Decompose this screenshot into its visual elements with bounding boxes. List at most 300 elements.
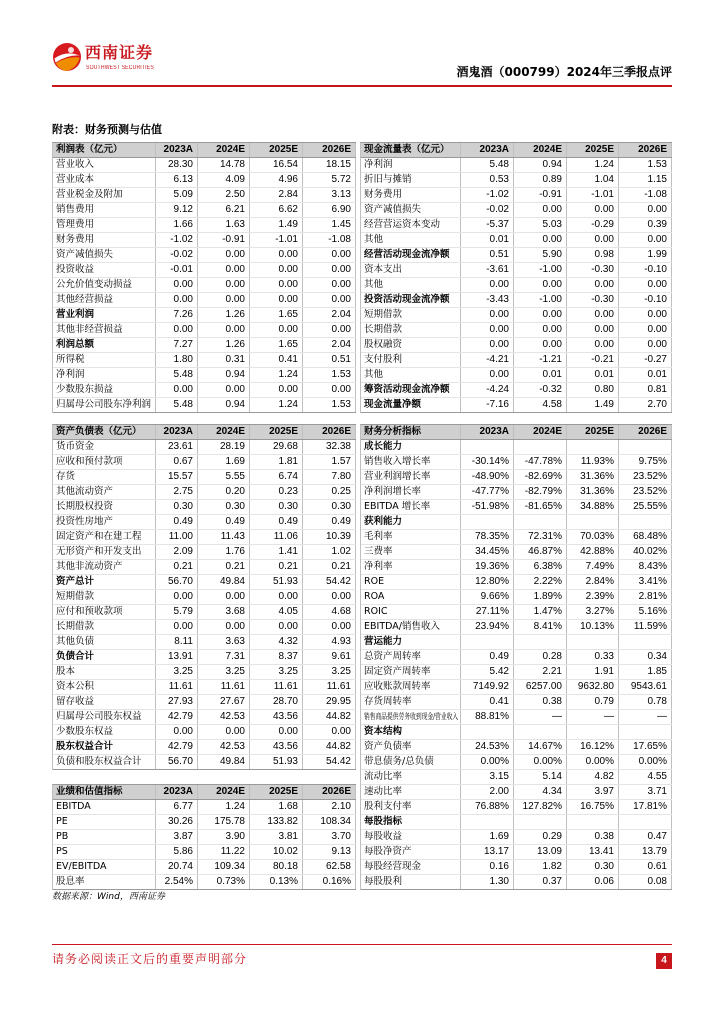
row-value: 11.61 [198, 680, 250, 694]
row-value: 0.00 [303, 278, 356, 292]
row-value: 0.00 [303, 323, 356, 337]
year-column-header: 2023A [461, 143, 514, 157]
row-value: 11.59% [619, 620, 672, 634]
row-value: 3.63 [198, 635, 250, 649]
row-value: 9632.80 [567, 680, 619, 694]
row-value: 3.68 [198, 605, 250, 619]
row-label [53, 158, 156, 172]
row-value: 1.53 [303, 398, 356, 412]
row-value: 0.00 [303, 248, 356, 262]
row-value: 0.00 [250, 293, 303, 307]
row-label-text: 股东权益合计 [56, 741, 114, 752]
row-label-text: 固定资产周转率 [364, 666, 431, 677]
row-value: 11.22 [198, 845, 250, 859]
row-value [567, 635, 619, 649]
financial-ratios-table [360, 424, 672, 890]
row-label [53, 218, 156, 232]
table-row [53, 485, 356, 500]
row-label [361, 755, 461, 769]
table-row [361, 308, 672, 323]
row-value: 1.41 [250, 545, 303, 559]
row-value: 0.00 [567, 203, 619, 217]
row-label-text: 负债合计 [56, 651, 95, 662]
row-value: -1.02 [156, 233, 198, 247]
table-row [53, 293, 356, 308]
table-row [53, 605, 356, 620]
row-label-text: 支付股利 [364, 354, 403, 365]
row-label [53, 455, 156, 469]
row-value: 5.03 [514, 218, 567, 232]
row-value: 0.00 [514, 323, 567, 337]
row-label-text: 三费率 [364, 546, 393, 557]
table-row [53, 470, 356, 485]
row-value: 0.00 [514, 338, 567, 352]
row-label [361, 308, 461, 322]
row-value: 68.48% [619, 530, 672, 544]
year-column-header: 2024E [514, 143, 567, 157]
row-value: 0.80 [567, 383, 619, 397]
row-value [514, 635, 567, 649]
table-title: 资产负债表（亿元） [53, 425, 156, 439]
row-value: -1.00 [514, 293, 567, 307]
row-value: 1.26 [198, 308, 250, 322]
row-label [53, 560, 156, 574]
row-value: 0.49 [250, 515, 303, 529]
table-row [361, 338, 672, 353]
row-label-text: 销售商品提供劳务收到现金/营业收入 [364, 712, 459, 721]
row-label-text: 销售收入增长率 [364, 456, 431, 467]
row-label-text: 资本结构 [364, 726, 403, 737]
table-row [53, 695, 356, 710]
row-label [53, 635, 156, 649]
row-label-text: 每股经营现金 [364, 861, 422, 872]
row-value: 2.04 [303, 338, 356, 352]
row-value: 0.00 [250, 323, 303, 337]
row-value: -3.43 [461, 293, 514, 307]
row-value: 42.53 [198, 710, 250, 724]
table-row [53, 248, 356, 263]
row-value: 11.43 [198, 530, 250, 544]
table-header-row [53, 425, 356, 440]
row-label [361, 203, 461, 217]
row-value: -82.69% [514, 470, 567, 484]
row-label [53, 515, 156, 529]
section-heading-row [361, 440, 672, 455]
row-value [619, 440, 672, 454]
row-label-text: 经营活动现金流净额 [364, 249, 450, 260]
row-value: 88.81% [461, 710, 514, 724]
row-value: 3.13 [303, 188, 356, 202]
row-value: 0.73% [198, 875, 250, 889]
row-value: -82.79% [514, 485, 567, 499]
row-value [514, 440, 567, 454]
row-value: -48.90% [461, 470, 514, 484]
row-value: 3.25 [198, 665, 250, 679]
row-value: -0.10 [619, 293, 672, 307]
row-value: — [619, 710, 672, 724]
row-label [53, 815, 156, 829]
southwest-securities-logo-icon [52, 42, 82, 72]
row-value: 0.00 [619, 233, 672, 247]
row-label-text: 股利支付率 [364, 801, 412, 812]
row-value: 17.81% [619, 800, 672, 814]
table-row [361, 248, 672, 263]
row-value: 56.70 [156, 575, 198, 589]
row-value: 5.48 [461, 158, 514, 172]
row-label [53, 353, 156, 367]
row-value: 0.94 [514, 158, 567, 172]
row-label-text: ROE [364, 576, 385, 587]
row-label-text: 营运能力 [364, 636, 403, 647]
table-row [361, 620, 672, 635]
row-value: -1.01 [250, 233, 303, 247]
row-value: 0.01 [514, 368, 567, 382]
row-label [53, 188, 156, 202]
row-value: 0.00 [567, 323, 619, 337]
row-value: 0.00 [198, 590, 250, 604]
row-label [53, 620, 156, 634]
row-label-text: 短期借款 [56, 591, 95, 602]
table-header-row [53, 143, 356, 158]
row-value: 0.00 [303, 590, 356, 604]
section-heading-row [361, 725, 672, 740]
table-row [53, 530, 356, 545]
row-value: 1.30 [461, 875, 514, 889]
row-value: 0.00 [303, 620, 356, 634]
row-value: 0.30 [156, 500, 198, 514]
row-value: 2.84% [567, 575, 619, 589]
row-label-text: 速动比率 [364, 786, 403, 797]
section-heading-row [361, 515, 672, 530]
row-value: 0.00 [198, 248, 250, 262]
row-value: 3.41% [619, 575, 672, 589]
row-value [619, 635, 672, 649]
row-value: 1.63 [198, 218, 250, 232]
row-value: 27.11% [461, 605, 514, 619]
table-header-row [53, 785, 356, 800]
row-value: 10.13% [567, 620, 619, 634]
row-label [361, 338, 461, 352]
row-value: 17.65% [619, 740, 672, 754]
row-value: 0.00 [250, 278, 303, 292]
row-label-text: 无形资产和开发支出 [56, 546, 142, 557]
row-value: 6.77 [156, 800, 198, 814]
row-label [361, 845, 461, 859]
row-value: 0.00% [567, 755, 619, 769]
row-value: 3.97 [567, 785, 619, 799]
row-label-text: 净利率 [364, 561, 393, 572]
row-value: 0.00 [156, 725, 198, 739]
row-label [53, 263, 156, 277]
row-label-text: 营业收入 [56, 159, 95, 170]
year-column-header: 2026E [303, 785, 356, 799]
row-label-text: 少数股东权益 [56, 726, 114, 737]
row-label-text: 短期借款 [364, 309, 403, 320]
income-statement-table [52, 142, 356, 413]
row-label-text: 营业税金及附加 [56, 189, 123, 200]
table-row [361, 740, 672, 755]
row-value: 5.90 [514, 248, 567, 262]
row-value: 15.57 [156, 470, 198, 484]
table-row [53, 590, 356, 605]
row-label-text: 现金流量净额 [364, 399, 422, 410]
row-label [361, 383, 461, 397]
row-label [53, 383, 156, 397]
table-header-row [361, 143, 672, 158]
row-label-text: 净利润增长率 [364, 486, 422, 497]
row-value: 4.82 [567, 770, 619, 784]
row-value: 29.95 [303, 695, 356, 709]
row-value: 7.49% [567, 560, 619, 574]
row-label-text: 长期借款 [364, 324, 403, 335]
row-value: 0.00 [198, 263, 250, 277]
row-value: — [514, 710, 567, 724]
row-value: 14.78 [198, 158, 250, 172]
year-column-header: 2025E [567, 143, 619, 157]
row-label [361, 248, 461, 262]
table-row [361, 398, 672, 413]
row-label-text: 其他负债 [56, 636, 95, 647]
table-row [361, 263, 672, 278]
section-heading [361, 725, 461, 739]
row-value: 54.42 [303, 575, 356, 589]
row-value: -81.65% [514, 500, 567, 514]
row-value: 1.89% [514, 590, 567, 604]
table-row [361, 530, 672, 545]
row-value: 9.66% [461, 590, 514, 604]
row-value: 109.34 [198, 860, 250, 874]
row-label [361, 368, 461, 382]
row-label [361, 695, 461, 709]
row-value: 0.00 [156, 383, 198, 397]
row-value: 31.36% [567, 470, 619, 484]
row-value: 0.00 [461, 338, 514, 352]
section-heading [361, 635, 461, 649]
row-label-text: 净利润 [364, 159, 393, 170]
row-label-text: 每股指标 [364, 816, 403, 827]
row-label-text: 资产减值损失 [56, 249, 114, 260]
row-value: 13.17 [461, 845, 514, 859]
row-value: 4.68 [303, 605, 356, 619]
row-value: 12.80% [461, 575, 514, 589]
row-label-text: 每股股利 [364, 876, 403, 887]
row-label-text: 股息率 [56, 876, 85, 887]
table-row [53, 455, 356, 470]
row-value: 2.04 [303, 308, 356, 322]
row-label [53, 875, 156, 889]
row-value: 34.45% [461, 545, 514, 559]
row-label [53, 740, 156, 754]
row-value [461, 440, 514, 454]
row-label [53, 845, 156, 859]
row-label [53, 470, 156, 484]
section-heading [361, 815, 461, 829]
row-value: 5.48 [156, 368, 198, 382]
row-label-text: PE [56, 816, 68, 827]
row-value: 3.25 [303, 665, 356, 679]
row-label [361, 263, 461, 277]
row-value: -0.02 [156, 248, 198, 262]
row-value: 0.00 [514, 233, 567, 247]
row-label [361, 740, 461, 754]
row-value: 0.00 [619, 338, 672, 352]
logo-wordmark: 西南证券 [85, 43, 154, 62]
row-value: 0.01 [461, 233, 514, 247]
row-value: 49.84 [198, 575, 250, 589]
table-row [361, 665, 672, 680]
header-divider [52, 85, 672, 87]
row-value: 0.94 [198, 398, 250, 412]
row-value: -1.01 [567, 188, 619, 202]
row-value: 32.38 [303, 440, 356, 454]
row-value: -0.27 [619, 353, 672, 367]
row-value: 0.00 [250, 383, 303, 397]
row-label [53, 665, 156, 679]
row-label-text: 其他 [364, 279, 384, 290]
row-value [619, 515, 672, 529]
row-label [361, 470, 461, 484]
row-value: 0.00 [156, 293, 198, 307]
table-row [53, 203, 356, 218]
row-label-text: 资本公积 [56, 681, 95, 692]
section-heading-row [361, 635, 672, 650]
row-label-text: 总资产周转率 [364, 651, 422, 662]
row-value: -1.08 [619, 188, 672, 202]
row-value: -5.37 [461, 218, 514, 232]
row-value: 72.31% [514, 530, 567, 544]
row-value: 0.21 [156, 560, 198, 574]
row-label-text: 资产负债率 [364, 741, 412, 752]
row-value: 0.00 [461, 308, 514, 322]
row-value: 4.34 [514, 785, 567, 799]
table-row [53, 173, 356, 188]
year-column-header: 2023A [156, 425, 198, 439]
table-row [53, 560, 356, 575]
logo-english-name: SOUTHWEST SECURITIES [86, 65, 154, 71]
row-label-text: 负债和股东权益合计 [56, 756, 142, 767]
row-label-text: 资产减值损失 [364, 204, 422, 215]
row-value: 0.00 [567, 278, 619, 292]
row-value: 0.51 [461, 248, 514, 262]
row-label [53, 338, 156, 352]
row-label [53, 248, 156, 262]
row-value: 0.00 [514, 308, 567, 322]
row-value: 0.21 [250, 560, 303, 574]
row-label [361, 233, 461, 247]
row-value: 3.27% [567, 605, 619, 619]
row-value: 2.39% [567, 590, 619, 604]
row-value: 2.22% [514, 575, 567, 589]
row-value: 7.26 [156, 308, 198, 322]
year-column-header: 2026E [303, 143, 356, 157]
row-label-text: 留存收益 [56, 696, 95, 707]
row-value [514, 815, 567, 829]
table-row [53, 875, 356, 890]
row-value: 6.74 [250, 470, 303, 484]
row-value: 5.09 [156, 188, 198, 202]
row-value: 6.21 [198, 203, 250, 217]
row-value: 133.82 [250, 815, 303, 829]
row-label [361, 710, 461, 724]
row-value: 1.65 [250, 308, 303, 322]
row-value: 5.55 [198, 470, 250, 484]
row-label-text: 筹资活动现金流净额 [364, 384, 450, 395]
row-value: 5.79 [156, 605, 198, 619]
row-value: 5.42 [461, 665, 514, 679]
row-value: 0.39 [619, 218, 672, 232]
row-value: -1.21 [514, 353, 567, 367]
row-label-text: 每股净资产 [364, 846, 412, 857]
row-value: 27.67 [198, 695, 250, 709]
row-value: 0.67 [156, 455, 198, 469]
row-label [361, 293, 461, 307]
row-value: 23.61 [156, 440, 198, 454]
row-value [461, 635, 514, 649]
row-value: 0.00 [303, 383, 356, 397]
row-value: 0.49 [461, 650, 514, 664]
row-value: 1.69 [461, 830, 514, 844]
row-value: 5.48 [156, 398, 198, 412]
row-label-text: EBITDA/销售收入 [364, 621, 440, 632]
row-label-text: 投资收益 [56, 264, 95, 275]
row-label [361, 860, 461, 874]
table-row [361, 830, 672, 845]
row-value: 6.62 [250, 203, 303, 217]
row-label-text: EV/EBITDA [56, 861, 107, 872]
row-value: 28.19 [198, 440, 250, 454]
year-column-header: 2025E [250, 785, 303, 799]
row-value [567, 725, 619, 739]
table-row [361, 470, 672, 485]
section-heading [361, 440, 461, 454]
row-value: 8.11 [156, 635, 198, 649]
table-row [53, 665, 356, 680]
row-value: 0.30 [303, 500, 356, 514]
table-row [53, 383, 356, 398]
row-value: 31.36% [567, 485, 619, 499]
row-value [514, 725, 567, 739]
row-value: 0.41 [461, 695, 514, 709]
row-value: 0.38 [567, 830, 619, 844]
row-label-text: ROIC [364, 606, 388, 617]
row-value: -47.78% [514, 455, 567, 469]
row-value: 0.33 [567, 650, 619, 664]
row-value: 0.30 [250, 500, 303, 514]
row-value: 2.84 [250, 188, 303, 202]
row-label-text: 少数股东损益 [56, 384, 114, 395]
row-value: -0.32 [514, 383, 567, 397]
row-label-text: 其他非经营损益 [56, 324, 123, 335]
row-value: 0.78 [619, 695, 672, 709]
table-row [361, 293, 672, 308]
year-column-header: 2024E [514, 425, 567, 439]
row-value [461, 815, 514, 829]
table-row [53, 740, 356, 755]
row-value: 0.01 [567, 368, 619, 382]
row-value: 9543.61 [619, 680, 672, 694]
row-value: -0.91 [514, 188, 567, 202]
row-label-text: 公允价值变动损益 [56, 279, 133, 290]
row-value: -4.21 [461, 353, 514, 367]
row-value: 3.25 [156, 665, 198, 679]
row-label [361, 785, 461, 799]
row-label-text: 带息债务/总负债 [364, 756, 434, 767]
table-row [361, 695, 672, 710]
row-label-text: 营业成本 [56, 174, 95, 185]
row-value: 0.00 [567, 233, 619, 247]
row-label [361, 605, 461, 619]
row-value: 6.90 [303, 203, 356, 217]
